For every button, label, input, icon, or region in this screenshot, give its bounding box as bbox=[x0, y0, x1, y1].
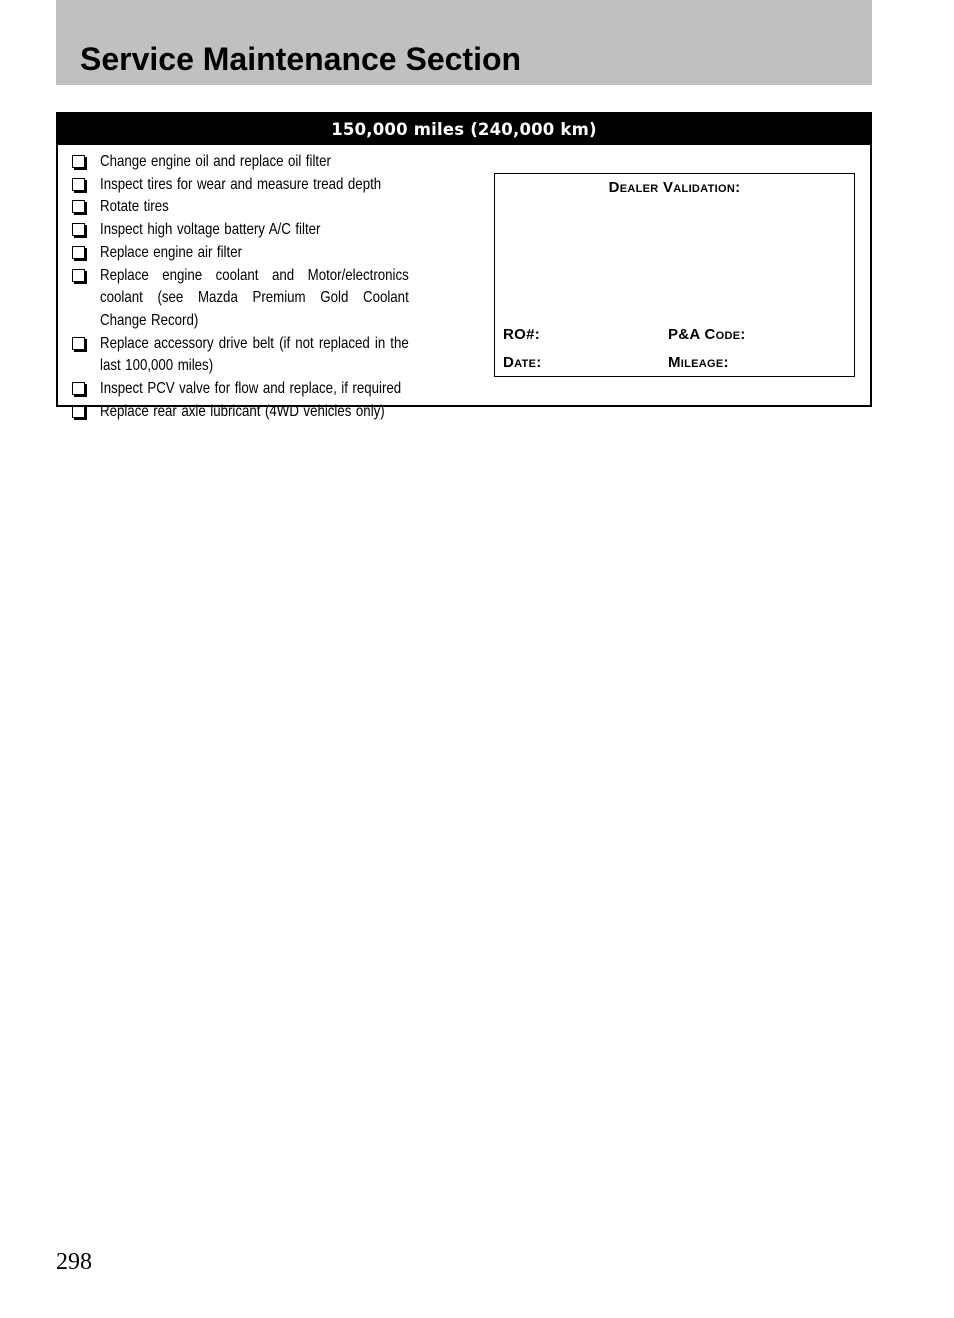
dealer-validation-title: Dealer Validation: bbox=[608, 179, 741, 196]
pa-code-field[interactable]: P&A Code: bbox=[668, 326, 746, 343]
date-field[interactable]: Date: bbox=[503, 354, 542, 371]
checkbox-icon[interactable] bbox=[72, 269, 85, 282]
checklist-item-label: Inspect PCV valve for flow and replace, if required bbox=[100, 380, 402, 398]
header-band bbox=[56, 0, 872, 85]
checklist-item bbox=[72, 151, 472, 174]
checklist-item-label: Inspect tires for wear and measure tread depth bbox=[100, 175, 382, 193]
checklist-item-label: Inspect high voltage battery A/C filter bbox=[100, 221, 321, 239]
dealer-validation-box bbox=[494, 173, 855, 377]
checklist-item-label: Replace accessory drive belt (if not replaced in the last 100,000 miles) bbox=[100, 334, 409, 375]
page-title: Service Maintenance Section bbox=[80, 41, 522, 77]
checkbox-icon[interactable] bbox=[72, 155, 85, 168]
checkbox-icon[interactable] bbox=[72, 246, 85, 259]
checkbox-icon[interactable] bbox=[72, 200, 85, 213]
page-number: 298 bbox=[56, 1249, 92, 1275]
checklist-item bbox=[72, 378, 472, 401]
mileage-field[interactable]: Mileage: bbox=[668, 354, 729, 371]
checklist-item-label: Replace rear axle lubricant (4WD vehicles only) bbox=[100, 402, 385, 420]
maintenance-checklist bbox=[72, 151, 472, 423]
checklist-item-label: Replace engine air filter bbox=[100, 243, 243, 261]
checklist-item bbox=[72, 242, 472, 265]
checklist-item bbox=[72, 401, 472, 424]
interval-heading: 150,000 miles (240,000 km) bbox=[58, 114, 870, 145]
checklist-item bbox=[72, 265, 472, 333]
checklist-item bbox=[72, 196, 472, 219]
checkbox-icon[interactable] bbox=[72, 405, 85, 418]
checkbox-icon[interactable] bbox=[72, 382, 85, 395]
ro-number-field[interactable]: RO#: bbox=[503, 326, 541, 343]
checkbox-icon[interactable] bbox=[72, 337, 85, 350]
service-interval-box bbox=[56, 112, 872, 420]
checklist-item bbox=[72, 174, 472, 197]
checklist-item-label: Replace engine coolant and Motor/electronics coolant (see Mazda Premium Gold Coolant Change Record) bbox=[100, 266, 409, 329]
checkbox-icon[interactable] bbox=[72, 223, 85, 236]
checklist-item-label: Rotate tires bbox=[100, 198, 169, 216]
checklist-item bbox=[72, 333, 472, 378]
checklist-item bbox=[72, 219, 472, 242]
checkbox-icon[interactable] bbox=[72, 178, 85, 191]
checklist-item-label: Change engine oil and replace oil filter bbox=[100, 153, 331, 170]
